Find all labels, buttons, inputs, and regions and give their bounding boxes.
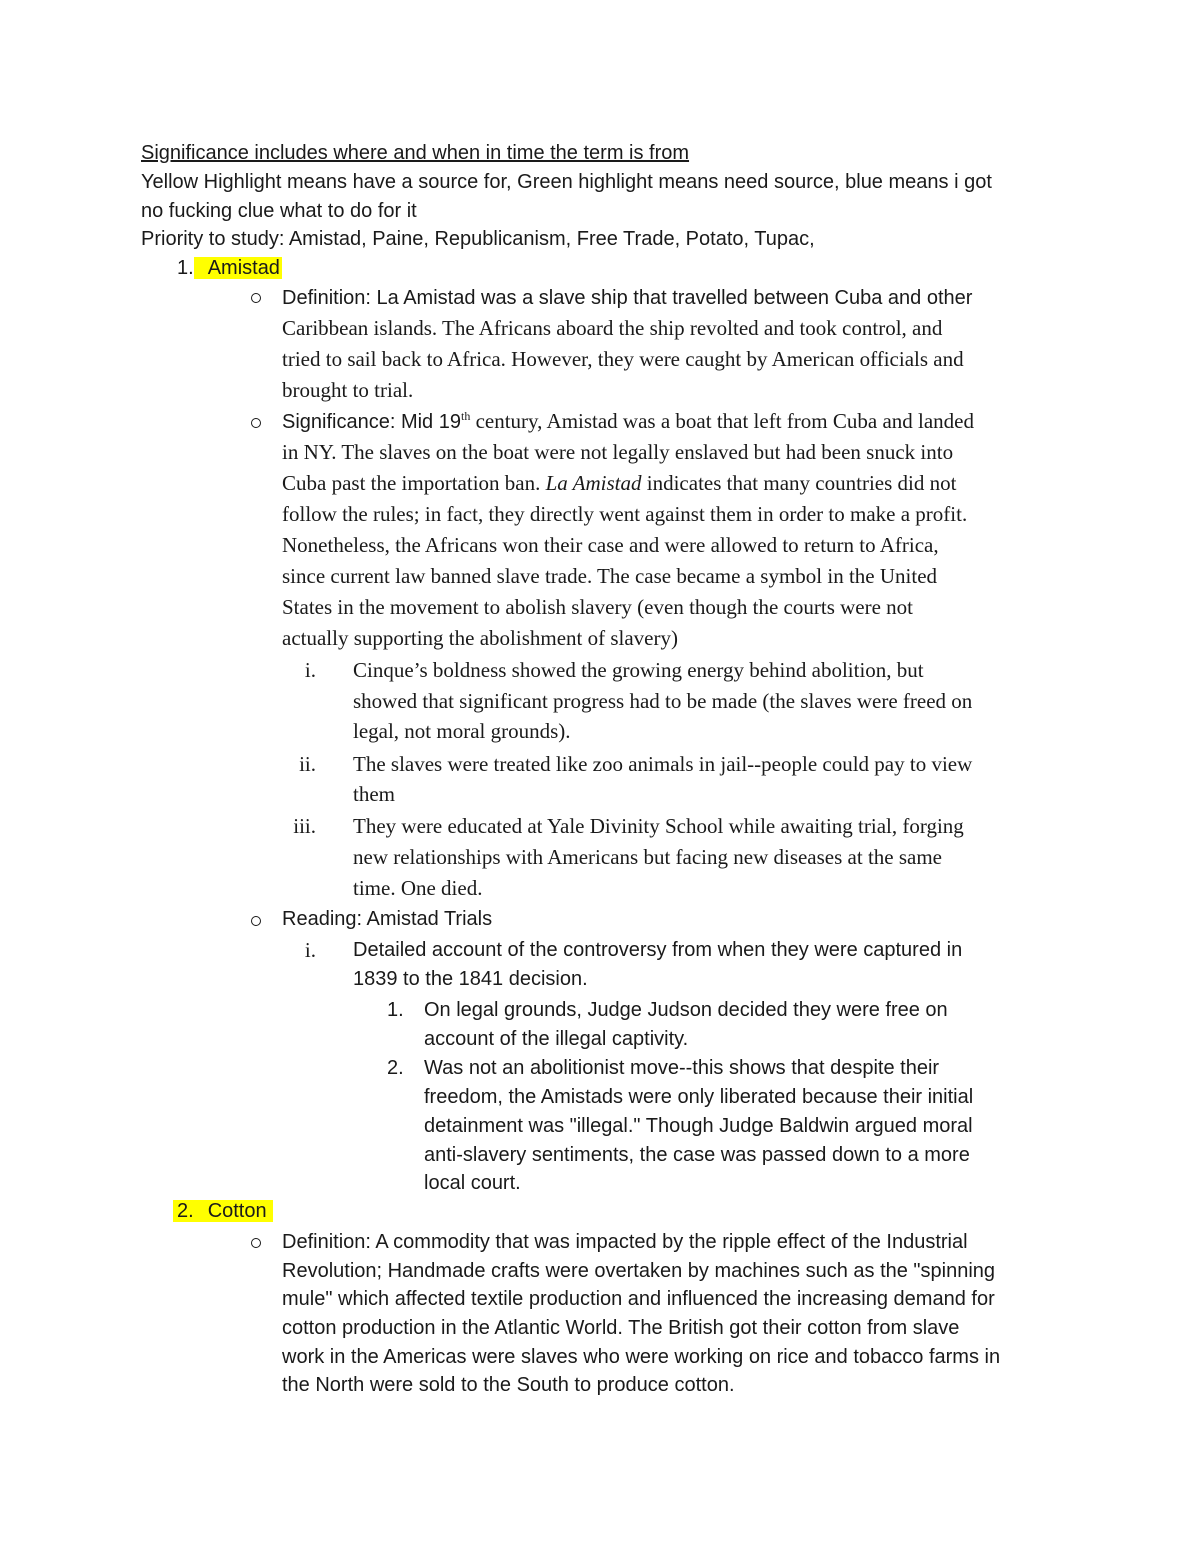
roman-marker: i. <box>304 938 316 962</box>
point-line: showed that significant progress had to be made (the slaves were freed on <box>353 689 973 713</box>
definition-line: mule" which affected textile production and influenced the increasing demand for <box>282 1288 995 1310</box>
point-line: them <box>353 782 395 806</box>
definition-line: tried to sail back to Africa. However, they were caught by American officials and <box>282 347 964 371</box>
subpoint-line: account of the illegal captivity. <box>424 1028 689 1050</box>
hollow-circle-bullet-icon <box>251 916 261 926</box>
list-item-number: 2. <box>177 1200 194 1222</box>
list-item-heading <box>173 1197 273 1226</box>
hollow-circle-bullet-icon <box>251 1238 261 1248</box>
definition-line: the North were sold to the South to produce cotton. <box>282 1374 735 1396</box>
significance-note: Significance includes where and when in time the term is from <box>141 142 690 164</box>
list-item-title: Amistad <box>194 257 282 279</box>
definition-line: brought to trial. <box>282 378 414 402</box>
significance-line: Cuba past the importation ban. La Amistad indicates that many countries did not <box>282 471 957 495</box>
definition-line: Definition: A commodity that was impacted by the ripple effect of the Industrial <box>282 1231 968 1253</box>
significance-line: follow the rules; in fact, they directly went against them in order to make a profit. <box>282 502 968 526</box>
significance-line: States in the movement to abolish slavery (even though the courts were not <box>282 595 914 619</box>
subpoint-line: On legal grounds, Judge Judson decided they were free on <box>424 999 948 1021</box>
subpoint-line: detainment was "illegal." Though Judge Baldwin argued moral <box>424 1115 973 1137</box>
subpoint-line: local court. <box>424 1172 521 1194</box>
definition-line: Definition: La Amistad was a slave ship that travelled between Cuba and other <box>282 287 973 309</box>
significance-line: actually supporting the abolishment of slavery) <box>282 626 678 650</box>
hollow-circle-bullet-icon <box>251 418 261 428</box>
reading-title: Reading: Amistad Trials <box>282 908 493 930</box>
reading-point-line: Detailed account of the controversy from when they were captured in <box>353 939 963 961</box>
definition-line: work in the Americas were slaves who were working on rice and tobacco farms in <box>282 1346 1001 1368</box>
significance-line: Significance: Mid 19th century, Amistad was a boat that left from Cuba and landed <box>282 409 974 433</box>
legend-line-1: Yellow Highlight means have a source for, Green highlight means need source, blue means i got <box>141 171 992 193</box>
subpoint-line: anti-slavery sentiments, the case was passed down to a more <box>424 1144 970 1166</box>
roman-marker: iii. <box>293 814 316 838</box>
list-item-number: 1. <box>177 257 194 279</box>
subpoint-line: Was not an abolitionist move--this shows that despite their <box>424 1057 940 1079</box>
point-line: legal, not moral grounds). <box>353 719 571 743</box>
point-line: time. One died. <box>353 876 483 900</box>
definition-line: cotton production in the Atlantic World. The British got their cotton from slave <box>282 1317 960 1339</box>
roman-marker: i. <box>304 658 316 682</box>
definition-line: Caribbean islands. The Africans aboard the ship revolted and took control, and <box>282 316 943 340</box>
subpoint-line: freedom, the Amistads were only liberated because their initial <box>424 1086 974 1108</box>
roman-marker: ii. <box>299 752 316 776</box>
list-item-heading <box>177 254 282 283</box>
point-line: They were educated at Yale Divinity School while awaiting trial, forging <box>353 814 964 838</box>
priority-line: Priority to study: Amistad, Paine, Republicanism, Free Trade, Potato, Tupac, <box>141 228 815 250</box>
point-line: Cinque’s boldness showed the growing energy behind abolition, but <box>353 658 924 682</box>
list-item-title: Cotton <box>207 1200 267 1222</box>
definition-line: Revolution; Handmade crafts were overtaken by machines such as the "spinning <box>282 1260 996 1282</box>
hollow-circle-bullet-icon <box>251 293 261 303</box>
point-line: The slaves were treated like zoo animals in jail--people could pay to view <box>353 752 973 776</box>
significance-line: in NY. The slaves on the boat were not legally enslaved but had been snuck into <box>282 440 954 464</box>
significance-line: Nonetheless, the Africans won their case and were allowed to return to Africa, <box>282 533 939 557</box>
numbered-marker: 1. <box>387 999 404 1021</box>
significance-line: since current law banned slave trade. The case became a symbol in the United <box>282 564 938 588</box>
legend-line-2: no fucking clue what to do for it <box>141 200 417 222</box>
point-line: new relationships with Americans but facing new diseases at the same <box>353 845 943 869</box>
reading-point-line: 1839 to the 1841 decision. <box>353 968 588 990</box>
numbered-marker: 2. <box>387 1057 404 1079</box>
